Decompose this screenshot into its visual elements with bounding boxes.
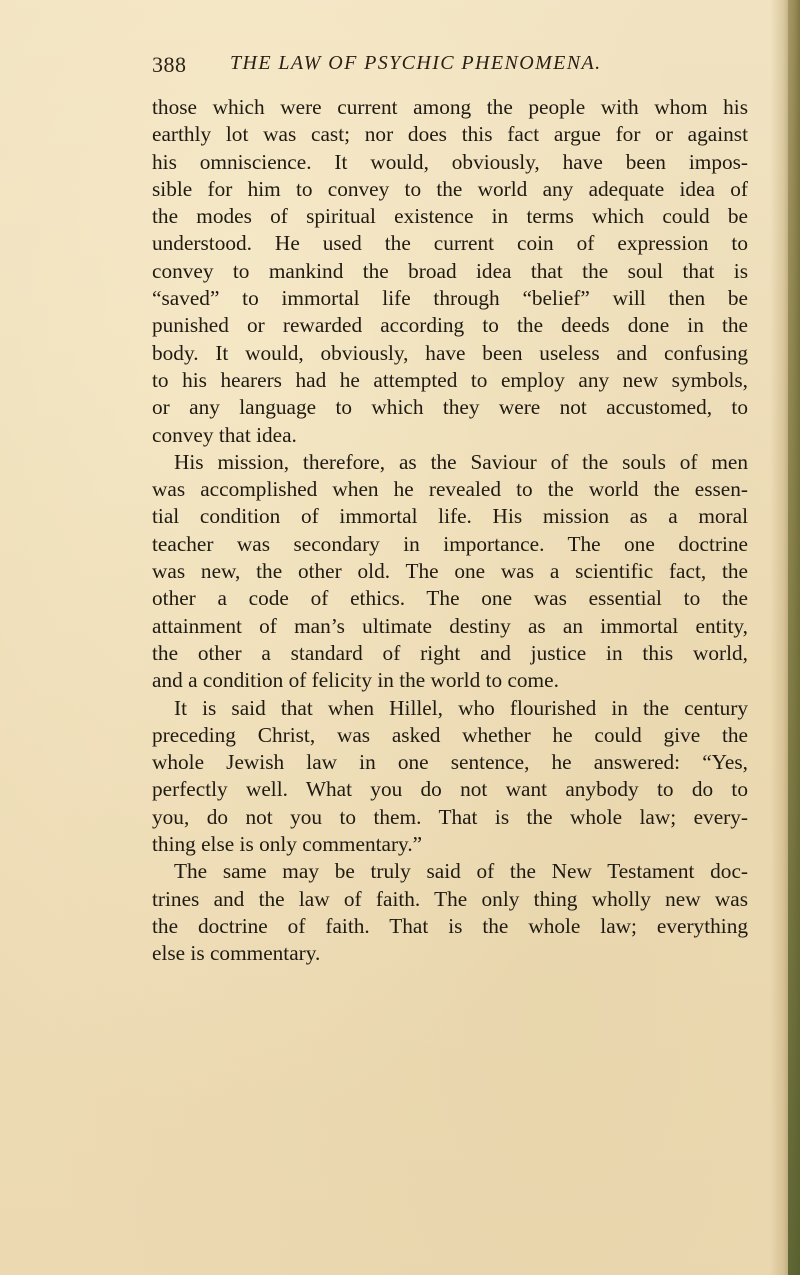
text-line: or any language to which they were not accustomed, to (152, 395, 748, 420)
text-line: perfectly well. What you do not want anybody to do to (152, 777, 748, 802)
page-number: 388 (152, 52, 187, 77)
text-line: the other a standard of right and justice in this world, (152, 640, 748, 665)
text-line: The same may be truly said of the New Testament doc- (174, 859, 748, 884)
text-line: to his hearers had he attempted to employ any new symbols, (152, 367, 748, 392)
text-line: convey that idea. (152, 422, 297, 447)
text-line: earthly lot was cast; nor does this fact argue for or against (152, 122, 748, 147)
body-text (152, 94, 748, 968)
text-line: was accomplished when he revealed to the world the essen- (152, 477, 748, 502)
page-header (152, 52, 712, 82)
text-line: you, do not you to them. That is the whole law; every- (152, 804, 748, 829)
text-line: punished or rewarded according to the deeds done in the (152, 313, 748, 338)
text-line: those which were current among the people with whom his (152, 95, 748, 119)
text-line: other a code of ethics. The one was essential to the (152, 586, 748, 611)
text-line: else is commentary. (152, 941, 321, 966)
text-line: His mission, therefore, as the Saviour of the souls of men (174, 449, 748, 474)
text-line: attainment of man’s ultimate destiny as an immortal entity, (152, 613, 748, 638)
page-edge-shadow (770, 0, 800, 1275)
running-head: THE LAW OF PSYCHIC PHENOMENA. (230, 52, 602, 74)
text-line: understood. He used the current coin of expression to (152, 231, 748, 256)
text-line: sible for him to convey to the world any adequate idea of (152, 176, 748, 201)
text-line: trines and the law of faith. The only thing wholly new was (152, 886, 748, 911)
text-line: and a condition of felicity in the world to come. (152, 668, 559, 693)
text-line: the modes of spiritual existence in terms which could be (152, 204, 748, 229)
text-line: convey to mankind the broad idea that the soul that is (152, 258, 748, 283)
text-line: his omniscience. It would, obviously, have been impos- (152, 149, 748, 174)
text-line: preceding Christ, was asked whether he could give the (152, 722, 748, 747)
text-line: body. It would, obviously, have been useless and confusing (152, 340, 748, 365)
text-line: whole Jewish law in one sentence, he answered: “Yes, (152, 750, 748, 775)
text-line: the doctrine of faith. That is the whole law; everything (152, 913, 748, 938)
text-line: was new, the other old. The one was a scientific fact, the (152, 559, 748, 584)
text-line: “saved” to immortal life through “belief” will then be (152, 286, 748, 311)
text-line: It is said that when Hillel, who flourished in the century (174, 695, 748, 720)
text-line: teacher was secondary in importance. The one doctrine (152, 531, 748, 556)
text-line: thing else is only commentary.” (152, 832, 423, 857)
text-line: tial condition of immortal life. His mission as a moral (152, 504, 748, 529)
